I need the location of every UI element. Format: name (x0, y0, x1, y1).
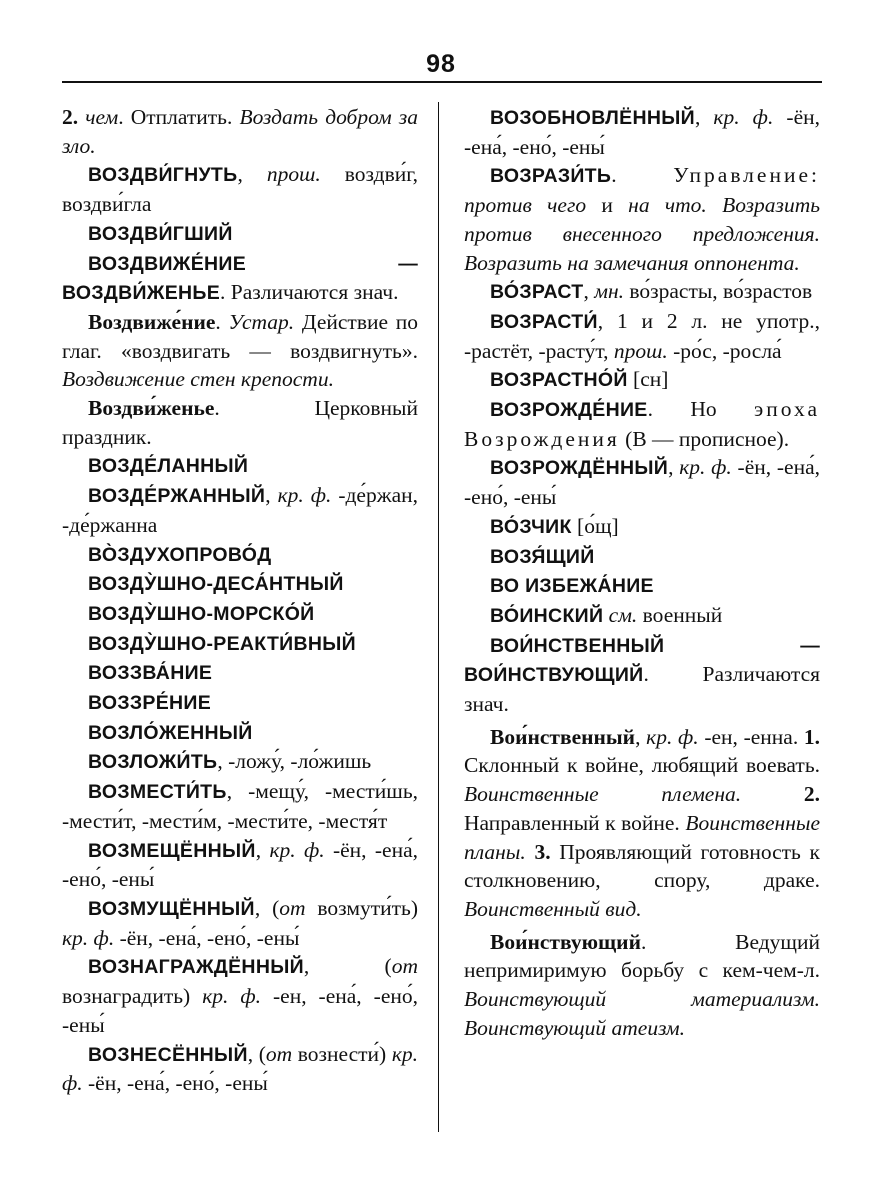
entry-vozrastnoy: ВОЗРАСТНО́Й [сн] (490, 367, 669, 392)
right-column (464, 103, 820, 1043)
entry-vozrozhdenie: ВОЗРОЖДЕ́НИЕ. Но эпоха Возрождения (В — прописное). (464, 397, 820, 451)
entry-vozzrenie: ВОЗЗРЕ́НИЕ (88, 692, 212, 715)
entry-vozdelanny: ВОЗДЕ́ЛАННЫЙ (88, 455, 249, 478)
entry-vozlozhit: ВОЗЛОЖИ́ТЬ, -ложу́, -ло́жишь (88, 749, 372, 774)
entry-vozmestit: ВОЗМЕСТИ́ТЬ, -мещу́, -мести́шь, -мести́т, -мести́м, -мести́те, -местя́т (62, 779, 418, 833)
entry-vozduhoprovod: ВО̀ЗДУХОПРОВО́Д (88, 543, 272, 566)
entry-vozyashchiy: ВОЗЯ́ЩИЙ (490, 545, 595, 568)
entry-vozrozhdenny: ВОЗРОЖДЁННЫЙ, кр. ф. -ён, -ена́, -ено́, -ены́ (464, 455, 820, 510)
entry-vozdvizhenie: ВОЗДВИЖЕ́НИЕ — ВОЗДВИ́ЖЕНЬЕ. Различаются знач. (62, 252, 418, 305)
left-column (62, 103, 418, 1098)
entry-vozdvigshiy: ВОЗДВИ́ГШИЙ (88, 222, 233, 245)
entry-vozdushno-morskoy: ВОЗДУ̀ШНО-МОРСКО́Й (88, 602, 315, 625)
page-number: 98 (426, 50, 456, 78)
entry-vozmushchenny: ВОЗМУЩЁННЫЙ, (от возмути́ть) кр. ф. -ён, -ена́, -ено́, -ены́ (62, 895, 418, 950)
entry-vozobnovlenny: ВОЗОБНОВЛЁННЫЙ, кр. ф. -ён, -ена́, -ено́, -ены́ (464, 105, 820, 159)
entry-voinskiy: ВО́ИНСКИЙ см. военный (490, 602, 723, 627)
column-divider (438, 102, 439, 1132)
entry-vozdushno-desantny: ВОЗДУ̀ШНО-ДЕСА́НТНЫЙ (88, 573, 344, 596)
entry-voinstvuyushchiy-sub: Вои́нствующий. Ведущий непримиримую борьбу с кем-чем-л. Воинствующий материализм. Воинствующий атеизм. (464, 929, 820, 1040)
entry-sense-2: 2. чем. Отплатить. Воздать добром за зло. (62, 105, 419, 158)
entry-vo-izbezhanie: ВО ИЗБЕЖА́НИЕ (490, 575, 654, 598)
entry-vozderzhanny: ВОЗДЕ́РЖАННЫЙ, кр. ф. -де́ржан, -де́ржанна (62, 483, 418, 537)
entry-voznagrazhdenny: ВОЗНАГРАЖДЁННЫЙ, (от вознаградить) кр. ф. -ен, -ена́, -ено́, -ены́ (62, 954, 419, 1037)
entry-voznesenny: ВОЗНЕСЁННЫЙ, (от вознести́) кр. ф. -ён, -ена́, -ено́, -ены́ (62, 1041, 418, 1096)
entry-vozdvizhenie-sub: Воздвиже́ние. Устар. Действие по глаг. «воздвигать — воздвигнуть». Воздвижение стен крепости. (62, 309, 419, 392)
entry-vozdvizhenye-sub: Воздви́женье. Церковный праздник. (62, 396, 418, 449)
entry-vozrasti: ВОЗРАСТИ́, 1 и 2 л. не употр., -растёт, -расту́т, прош. -ро́с, -росла́ (464, 308, 820, 363)
entry-vozrazit: ВОЗРАЗИ́ТЬ. Управление: против чего и на что. Возразить против внесенного предложения. Возразить на замечания оппонента. (464, 163, 821, 275)
entry-vozdvignut: ВОЗДВИ́ГНУТЬ, прош. воздви́г, воздви́гла (62, 162, 418, 217)
entry-vozrast: ВО́ЗРАСТ, мн. во́зрасты, во́зрастов (490, 279, 813, 304)
entry-vozmeshchenny: ВОЗМЕЩЁННЫЙ, кр. ф. -ён, -ена́, -ено́, -ены́ (62, 837, 418, 892)
entry-voinstvenny: ВОИ́НСТВЕННЫЙ — ВОИ́НСТВУЮЩИЙ. Различаются знач. (464, 634, 820, 717)
entry-vozzvanie: ВОЗЗВА́НИЕ (88, 662, 213, 685)
entry-vozdushno-reaktivny: ВОЗДУ̀ШНО-РЕАКТИ́ВНЫЙ (88, 632, 356, 655)
header-rule (62, 81, 822, 83)
entry-vozchik: ВО́ЗЧИК [о́щ] (490, 513, 619, 538)
entry-vozlozhenny: ВОЗЛО́ЖЕННЫЙ (88, 721, 253, 744)
entry-voinstvenny-sub: Вои́нственный, кр. ф. -ен, -енна. 1. Склонный к войне, любящий воевать. Воинственные племена. 2. Направленный к войне. Воинственные планы. 3. Проявляющий готовность к столкновению, спору, драке. Воинственный вид. (464, 724, 821, 921)
